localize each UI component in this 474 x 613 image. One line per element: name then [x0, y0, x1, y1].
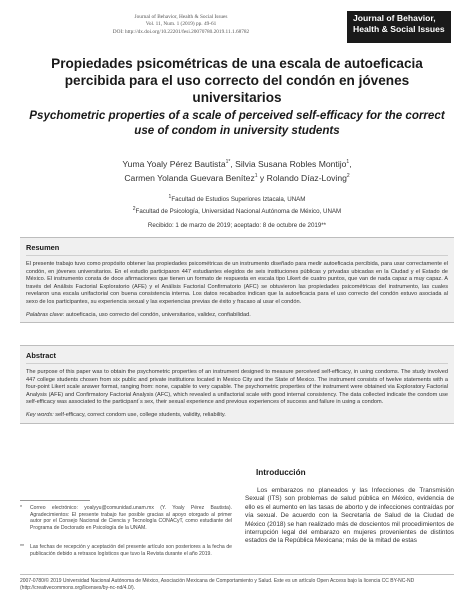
abstract-body: [20, 364, 454, 423]
journal-name-line: Journal of Behavior, Health & Social Issues: [134, 14, 228, 20]
abstract-section: [20, 345, 454, 424]
authors-line-1: [20, 157, 454, 171]
author-separator: ,: [349, 158, 352, 169]
bottom-divider: [20, 574, 454, 575]
badge-line-2: Health & Social Issues: [353, 23, 445, 34]
author-sup: 1: [254, 172, 258, 179]
title-english: Psychometric properties of a scale of perceived self-efficacy for the correct use of condom in university students: [29, 109, 445, 137]
journal-header-meta: [76, 14, 286, 36]
introduccion-body: [245, 487, 454, 546]
copyright-notice: 2007-0780/© 2019 Universidad Nacional Autónoma de México, Asociación Mexicana de Comportamiento y Salud. Este es un artículo Open Access bajo la licencia CC BY-NC-ND (http://creativecommons.org/licenses/by-nc-nd/4.0/).: [20, 578, 415, 591]
footnote-mark: *: [20, 505, 22, 511]
authors: [20, 157, 454, 184]
resumen-body: [20, 256, 454, 322]
author-name: Carmen Yolanda Guevara Benítez: [124, 172, 255, 183]
affiliation-2: [20, 205, 454, 217]
affiliations: [20, 193, 454, 217]
introduccion-paragraph: Los embarazos no planeados y las Infecciones de Transmisión Sexual (ITS) son problemas de salud pública en México, evidencia de ello es el aumento en las tasas de aborto y de infecciones contraídas por vía sexual. De acuerdo con la Secretaría de Salud de la Ciudad de México (2018) se han realizado más de doscientos mil procedimientos de interrupción legal del embarazo en mujeres provenientes de distintos estados de la República Mexicana; más de la mitad de estas: [245, 487, 454, 545]
title-spanish: Propiedades psicométricas de una escala de autoeficacia percibida para el uso correcto del condón en jóvenes universitarios: [51, 56, 423, 105]
volume-line: Vol. 11, Num. 1 (2019) pp. 49-61: [145, 21, 217, 28]
abstract-title: Abstract: [26, 351, 56, 360]
introduccion-title: Introducción: [256, 468, 306, 477]
footnote-text: Las fechas de recepción y aceptación del presente artículo son posteriores a la fecha de publicación debido a retrasos logísticos que tuvo la Revista durante el año 2019.: [30, 544, 232, 557]
keywords-values: self-efficacy, correct condom use, college students, validity, reliability.: [55, 411, 226, 418]
affiliation-sup: 1: [168, 194, 172, 200]
footnote-1: [20, 505, 232, 532]
affiliation-text: Facultad de Estudios Superiores Iztacala, UNAM: [171, 196, 306, 204]
affiliation-1: [20, 193, 454, 205]
keywords-label: Key words:: [26, 411, 54, 418]
resumen-text: El presente trabajo tuvo como propósito obtener las propiedades psicométricas de un instrumento diseñado para medir autoeficacia percibida, para usar correctamente el condón, en jóvenes universitarios. En el estudio participaron 447 estudiantes elegidos de seis instituciones públicas y privadas ubicadas en la Ciudad y el Estado de México. El instrumento consta de doce afirmaciones que tienen un formato de respuesta en escala tipo Likert de cuatro puntos, que van de nada capaz a muy capaz. A través del Análisis Factorial Exploratorio (AFE) y el Análisis Factorial Confirmatorio (AFC) se obtuvieron las propiedades psicométricas del instrumento, las cuales revelaron una escala unifactorial con buena consistencia interna. Los datos recabados indican que la autoeficacia para el uso correcto del condón estuvo asociada al sexo de los participantes, su experiencia sexual y las experiencias previas de éxito y fracaso al usar el condón.: [26, 261, 448, 305]
keywords-label: Palabras clave:: [26, 311, 65, 318]
abstract-text: The purpose of this paper was to obtain the psychometric properties of an instrument designed to measure perceived self-efficacy, in using condoms. The study involved 447 college students chosen from six public and private institutions located in Mexico City and the State of Mexico. The instrument consists of twelve statements with a four-point Likert scale answer format, ranging from: none, capable to very capable. The psychometric properties of the instrument were obtained via Exploratory Factorial Analysis (AFE) and Confirmatory Factorial Analysis (AFC), which revealed a unifactorial scale with good internal consistency. The data collected indicate the condom use self-efficacy was associated to the participant´s sex, their sexual experience and previous experiences of success and failure in using a condom.: [26, 369, 448, 406]
received-dates: Recibido: 1 de marzo de 2019; aceptado: 8 de octubre de 2019**: [147, 222, 327, 229]
footnote-mark: **: [20, 544, 24, 550]
resumen-section: [20, 237, 454, 323]
doi-line[interactable]: DOI: http://dx.doi.org/10.22201/fesi.20070780.2019.11.1.68782: [112, 28, 250, 35]
authors-line-2: [20, 171, 454, 185]
abstract-keywords: [26, 412, 448, 420]
author-sup: 1*: [225, 159, 231, 165]
footnote-text: Correo electrónico: yoalyyu@comunidad.unam.mx (Y. Yoaly Pérez Bautista). Agradecimientos: El presente trabajo fue posible gracias al apoyo otorgado al primer autor por el Consejo Nacional de Ciencia y Tecnología CONACyT, como estudiante del Programa de Doctorado en Psicología de la UNAM.: [30, 505, 232, 532]
badge-line-1: Journal of Behavior,: [353, 13, 436, 23]
author-name: y Rolando Díaz-Loving: [257, 172, 347, 183]
footnote-divider: [20, 500, 90, 501]
author-name: Yuma Yoaly Pérez Bautista: [122, 158, 226, 169]
affiliation-text: Facultad de Psicología, Universidad Nacional Autónoma de México, UNAM: [135, 207, 342, 215]
resumen-keywords: [26, 312, 448, 320]
author-name: , Silvia Susana Robles Montijo: [230, 158, 347, 169]
keywords-values: autoeficacia, uso correcto del condón, universitarios, validez, confiabilidad.: [65, 311, 251, 318]
author-sup: 2: [346, 172, 350, 179]
author-sup: 1: [346, 159, 350, 165]
footnote-2: [20, 544, 232, 557]
journal-badge: [347, 11, 451, 43]
affiliation-sup: 2: [132, 205, 136, 212]
resumen-title: Resumen: [26, 243, 60, 252]
